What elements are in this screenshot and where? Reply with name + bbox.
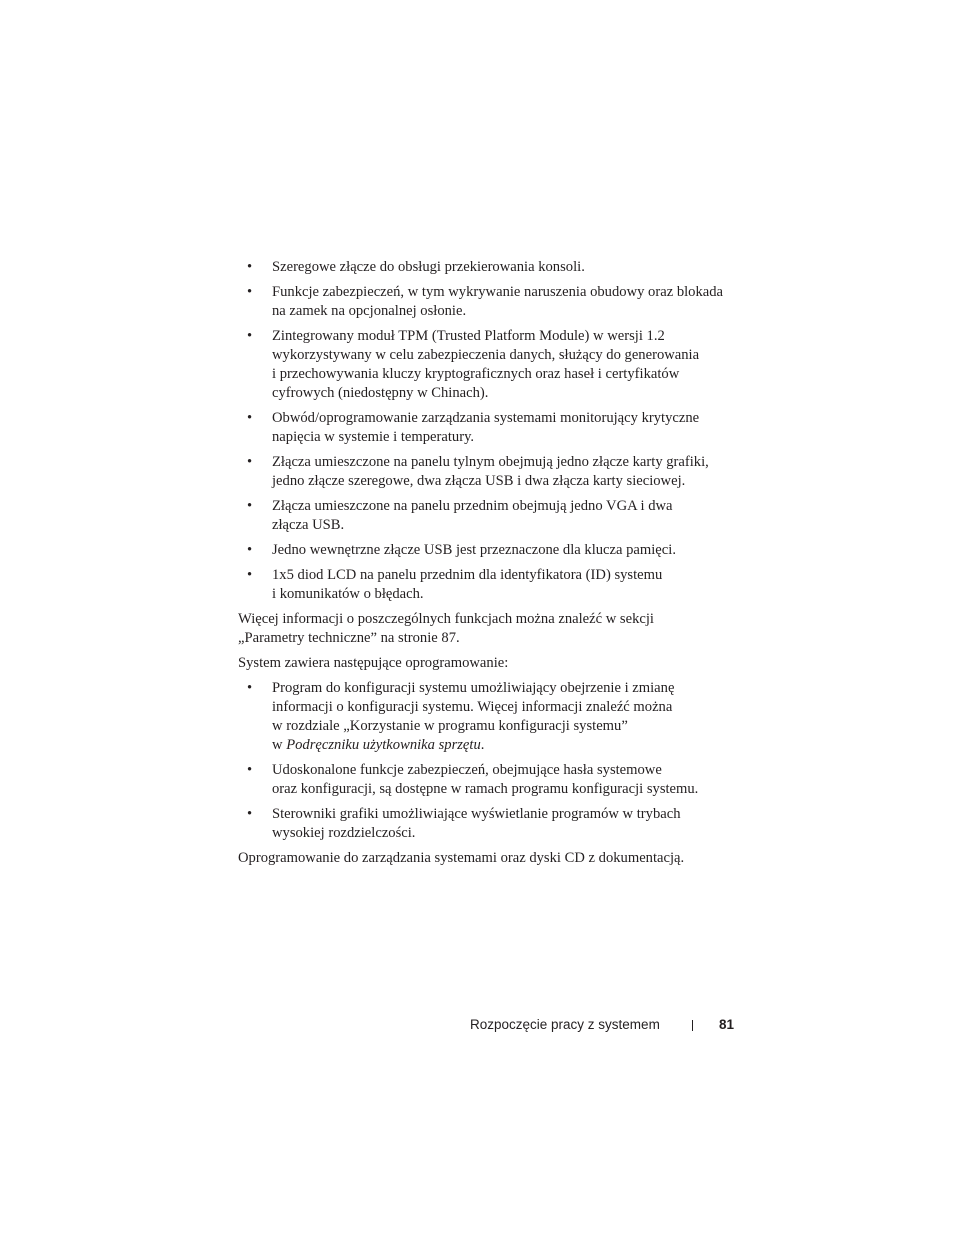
- list-item: [238, 805, 738, 843]
- bullet-icon: •: [247, 542, 253, 558]
- list-item-text: złącza USB.: [272, 517, 345, 533]
- list-item-text: Funkcje zabezpieczeń, w tym wykrywanie naruszenia obudowy oraz blokada: [272, 284, 724, 300]
- list-item-text: Obwód/oprogramowanie zarządzania systemami monitorujący krytyczne: [272, 410, 700, 426]
- page-content: [238, 258, 738, 874]
- list-item-text: napięcia w systemie i temperatury.: [272, 429, 475, 445]
- list-item-text: Udoskonalone funkcje zabezpieczeń, obejmujące hasła systemowe: [272, 762, 662, 778]
- list-item-text: Złącza umieszczone na panelu tylnym obejmują jedno złącze karty grafiki,: [272, 454, 709, 470]
- list-item-text: w rozdziale „Korzystanie w programu konfiguracji systemu”: [272, 718, 628, 734]
- footer-divider: [692, 1020, 693, 1031]
- bullet-icon: •: [247, 454, 253, 470]
- list-item: [238, 258, 738, 277]
- list-item-text: na zamek na opcjonalnej osłonie.: [272, 303, 467, 319]
- list-item-text: Program do konfiguracji systemu umożliwiający obejrzenie i zmianę: [272, 680, 675, 696]
- bullet-icon: •: [247, 498, 253, 514]
- paragraph-line: Więcej informacji o poszczególnych funkcjach można znaleźć w sekcji: [238, 611, 654, 627]
- page-number: 81: [718, 1017, 734, 1032]
- list-item-text: Złącza umieszczone na panelu przednim obejmują jedno VGA i dwa: [272, 498, 673, 514]
- list-item-text: jedno złącze szeregowe, dwa złącza USB i dwa złącza karty sieciowej.: [272, 473, 686, 489]
- bullet-icon: •: [247, 259, 253, 275]
- list-item-text: informacji o konfiguracji systemu. Więcej informacji znaleźć można: [272, 699, 673, 715]
- text-run: w: [272, 737, 287, 753]
- list-item-text: i przechowywania kluczy kryptograficznych oraz haseł i certyfikatów: [272, 366, 680, 382]
- paragraph-line: Oprogramowanie do zarządzania systemami oraz dyski CD z dokumentacją.: [238, 850, 685, 866]
- bullet-icon: •: [247, 284, 253, 300]
- paragraph-line: System zawiera następujące oprogramowanie:: [238, 655, 509, 671]
- list-item: [238, 283, 738, 321]
- bullet-icon: •: [247, 567, 253, 583]
- page-footer: [470, 1015, 734, 1035]
- paragraph-line: „Parametry techniczne” na stronie 87.: [238, 630, 460, 646]
- list-item: [238, 327, 738, 403]
- text-run: .: [480, 737, 485, 753]
- list-item: [238, 761, 738, 799]
- list-item-text: Sterowniki grafiki umożliwiające wyświetlanie programów w trybach: [272, 806, 681, 822]
- manual-title: Podręczniku użytkownika sprzętu: [286, 737, 481, 753]
- list-item-text: oraz konfiguracji, są dostępne w ramach programu konfiguracji systemu.: [272, 781, 699, 797]
- list-item: [238, 679, 738, 755]
- closing-paragraph: [238, 849, 738, 868]
- software-list: [238, 679, 738, 843]
- bullet-icon: •: [247, 762, 253, 778]
- bullet-icon: •: [247, 680, 253, 696]
- list-item-text: [272, 736, 738, 755]
- list-item-text: Jedno wewnętrzne złącze USB jest przeznaczone dla klucza pamięci.: [272, 542, 676, 558]
- footer-section-title: Rozpoczęcie pracy z systemem: [470, 1017, 660, 1032]
- bullet-icon: •: [247, 806, 253, 822]
- list-item: [238, 453, 738, 491]
- info-paragraph: [238, 610, 738, 648]
- list-item: [238, 497, 738, 535]
- list-item: [238, 409, 738, 447]
- list-item-text: wykorzystywany w celu zabezpieczenia danych, służący do generowania: [272, 347, 700, 363]
- list-item-text: i komunikatów o błędach.: [272, 586, 424, 602]
- software-intro: [238, 654, 738, 673]
- list-item: [238, 541, 738, 560]
- list-item: [238, 566, 738, 604]
- list-item-text: Szeregowe złącze do obsługi przekierowania konsoli.: [272, 259, 585, 275]
- list-item-text: Zintegrowany moduł TPM (Trusted Platform Module) w wersji 1.2: [272, 328, 665, 344]
- list-item-text: 1x5 diod LCD na panelu przednim dla identyfikatora (ID) systemu: [272, 567, 663, 583]
- bullet-icon: •: [247, 410, 253, 426]
- list-item-text: cyfrowych (niedostępny w Chinach).: [272, 385, 489, 401]
- bullet-icon: •: [247, 328, 253, 344]
- feature-list: [238, 258, 738, 604]
- list-item-text: wysokiej rozdzielczości.: [272, 825, 416, 841]
